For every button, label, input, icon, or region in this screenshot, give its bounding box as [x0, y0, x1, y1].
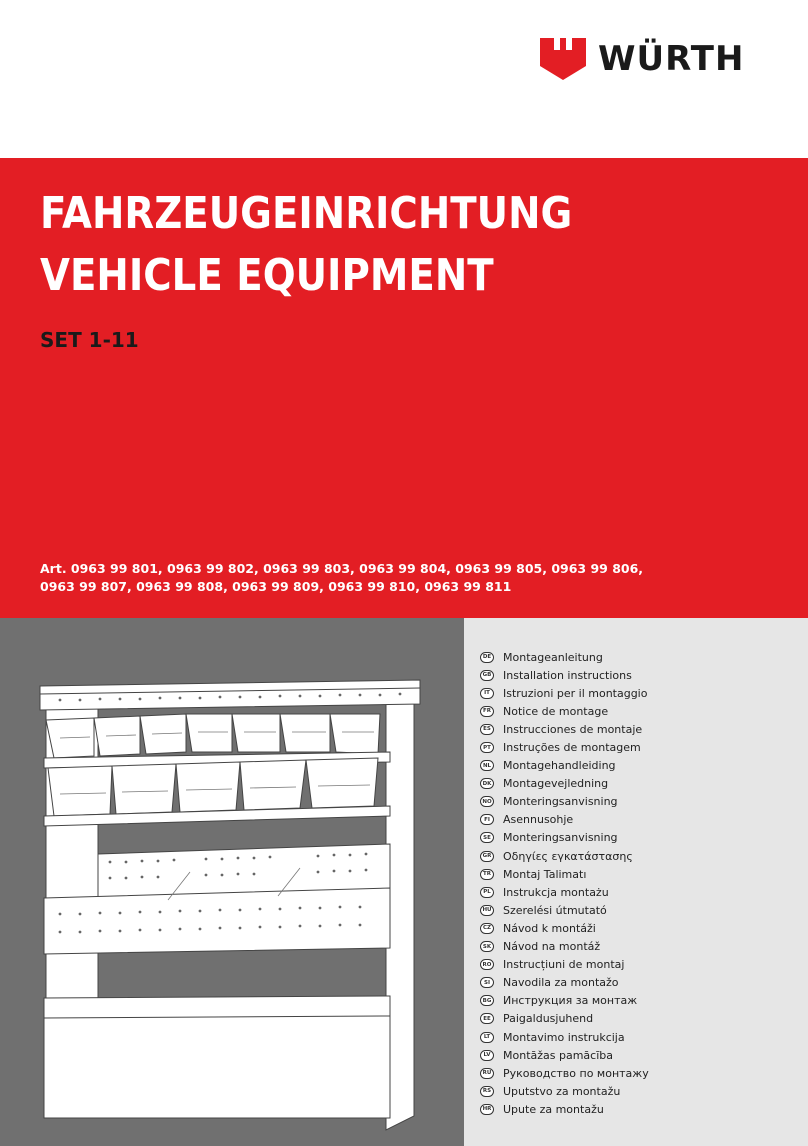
article-numbers: [40, 560, 760, 596]
set-label: SET 1-11: [40, 328, 139, 352]
language-label: Návod na montáž: [503, 940, 601, 954]
language-code-badge: FR: [480, 706, 494, 717]
language-code-badge: IT: [480, 688, 494, 699]
language-code-badge: PT: [480, 742, 494, 753]
language-item: [480, 757, 649, 775]
language-label: Montavimo instrukcija: [503, 1030, 625, 1044]
language-item: [480, 847, 649, 865]
language-code-badge: SK: [480, 941, 494, 952]
language-label: Notice de montage: [503, 704, 609, 718]
language-code-badge: LV: [480, 1050, 494, 1061]
language-label: Инструкция за монтаж: [503, 994, 638, 1008]
language-item: [480, 974, 649, 992]
language-code-badge: NO: [480, 796, 494, 807]
language-item: [480, 738, 649, 756]
language-code-badge: TR: [480, 869, 494, 880]
language-code-badge: GB: [480, 670, 494, 681]
language-code-badge: SE: [480, 832, 494, 843]
language-code-badge: DK: [480, 778, 494, 789]
language-label: Návod k montáži: [503, 921, 596, 935]
language-code-badge: ES: [480, 724, 494, 735]
language-label: Upute za montažu: [503, 1102, 604, 1116]
language-code-badge: RU: [480, 1068, 494, 1079]
language-item: [480, 720, 649, 738]
language-label: Instruções de montagem: [503, 741, 641, 755]
language-label: Instrucciones de montaje: [503, 722, 643, 736]
language-item: [480, 1028, 649, 1046]
language-item: [480, 648, 649, 666]
language-item: [480, 666, 649, 684]
language-item: [480, 1064, 649, 1082]
header-area: [0, 0, 808, 158]
illustration-panel: [0, 618, 464, 1146]
language-label: Montagevejledning: [503, 777, 609, 791]
language-item: [480, 775, 649, 793]
wurth-logo-mark-icon: [538, 36, 588, 82]
language-code-badge: CZ: [480, 923, 494, 934]
language-item: [480, 992, 649, 1010]
language-item: [480, 901, 649, 919]
title-line-2: VEHICLE EQUIPMENT: [40, 250, 494, 301]
language-label: Navodila za montažo: [503, 976, 619, 990]
language-code-badge: RS: [480, 1086, 494, 1097]
language-label: Monteringsanvisning: [503, 795, 618, 809]
language-label: Montageanleitung: [503, 650, 603, 664]
language-code-badge: BG: [480, 995, 494, 1006]
language-code-badge: SI: [480, 977, 494, 988]
language-code-badge: PL: [480, 887, 494, 898]
language-code-badge: GR: [480, 851, 494, 862]
language-label: Montagehandleiding: [503, 759, 616, 773]
language-item: [480, 1010, 649, 1028]
brand-name: WÜRTH: [598, 39, 745, 79]
language-code-badge: NL: [480, 760, 494, 771]
title-line-1: FAHRZEUGEINRICHTUNG: [40, 188, 573, 239]
language-label: Istruzioni per il montaggio: [503, 686, 648, 700]
language-label: Paigaldusjuhend: [503, 1012, 594, 1026]
language-label: Szerelési útmutató: [503, 903, 607, 917]
language-item: [480, 1100, 649, 1118]
language-item: [480, 956, 649, 974]
article-line-2: 0963 99 807, 0963 99 808, 0963 99 809, 0963 99 810, 0963 99 811: [40, 579, 512, 594]
language-code-badge: HR: [480, 1104, 494, 1115]
language-code-badge: DE: [480, 652, 494, 663]
language-item: [480, 883, 649, 901]
language-item: [480, 1082, 649, 1100]
language-label: Instrukcja montażu: [503, 885, 609, 899]
language-list: [480, 648, 649, 1118]
language-code-badge: HU: [480, 905, 494, 916]
language-code-badge: FI: [480, 814, 494, 825]
language-code-badge: EE: [480, 1013, 494, 1024]
language-item: [480, 684, 649, 702]
language-label: Uputstvo za montažu: [503, 1084, 621, 1098]
language-item: [480, 865, 649, 883]
language-item: [480, 702, 649, 720]
language-label: Montāžas pamācība: [503, 1048, 613, 1062]
language-item: [480, 829, 649, 847]
language-item: [480, 793, 649, 811]
language-code-badge: LT: [480, 1032, 494, 1043]
article-line-1: Art. 0963 99 801, 0963 99 802, 0963 99 803, 0963 99 804, 0963 99 805, 0963 99 806,: [40, 561, 644, 576]
language-label: Montaj Talimatı: [503, 867, 587, 881]
language-label: Instrucțiuni de montaj: [503, 958, 625, 972]
language-item: [480, 938, 649, 956]
language-code-badge: RO: [480, 959, 494, 970]
language-label: Руководство по монтажу: [503, 1066, 649, 1080]
language-panel: [464, 618, 808, 1146]
language-label: Installation instructions: [503, 668, 632, 682]
wurth-logo: [538, 34, 744, 84]
language-label: Οδηγίες εγκατάστασης: [503, 849, 633, 863]
language-item: [480, 919, 649, 937]
language-label: Asennusohje: [503, 813, 574, 827]
title-banner: [0, 158, 808, 618]
language-item: [480, 811, 649, 829]
shelving-unit-illustration: [0, 618, 464, 1146]
language-label: Monteringsanvisning: [503, 831, 618, 845]
language-item: [480, 1046, 649, 1064]
